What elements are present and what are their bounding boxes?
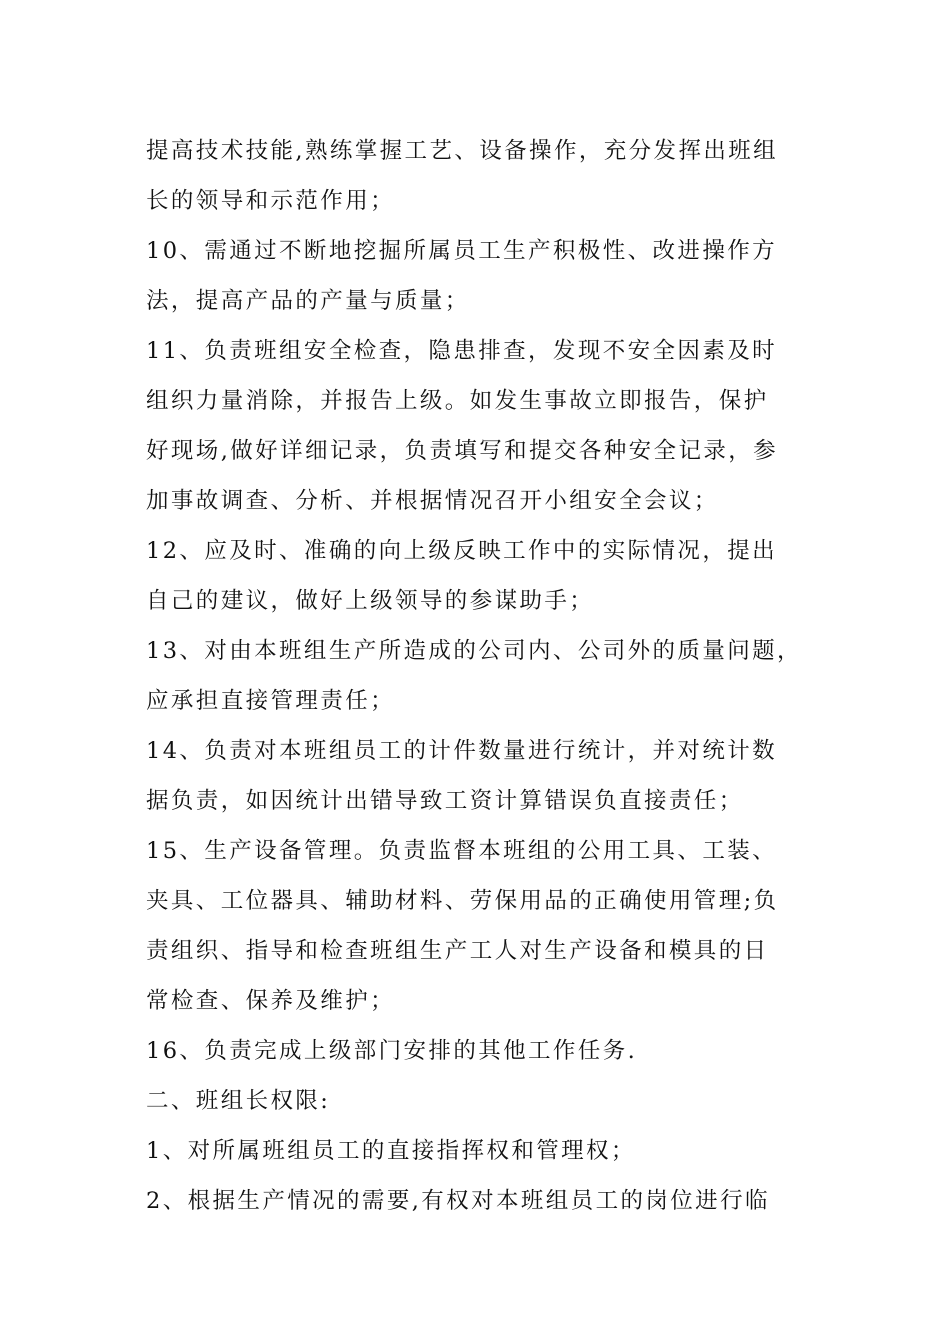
- section-heading: 二、班组长权限:: [146, 1088, 331, 1114]
- text-line: 组织力量消除，并报告上级。如发生事故立即报告，保护: [146, 388, 769, 414]
- document-body: [146, 126, 826, 1226]
- text-line: 15、生产设备管理。负责监督本班组的公用工具、工装、: [146, 838, 778, 864]
- text-line: 14、负责对本班组员工的计件数量进行统计，并对统计数: [146, 738, 778, 764]
- text-line: 11、负责班组安全检查，隐患排查，发现不安全因素及时: [146, 338, 778, 364]
- text-line: 据负责，如因统计出错导致工资计算错误负直接责任；: [146, 788, 744, 814]
- text-line: 责组织、指导和检查班组生产工人对生产设备和模具的日: [146, 938, 769, 964]
- text-line: 加事故调查、分析、并根据情况召开小组安全会议；: [146, 488, 719, 514]
- text-line: 夹具、工位器具、辅助材料、劳保用品的正确使用管理;负: [146, 888, 779, 914]
- text-line: 1、对所属班组员工的直接指挥权和管理权；: [146, 1138, 636, 1164]
- text-line: 好现场,做好详细记录，负责填写和提交各种安全记录，参: [146, 438, 779, 464]
- text-line: 提高技术技能,熟练掌握工艺、设备操作，充分发挥出班组: [146, 138, 779, 164]
- text-line: 13、对由本班组生产所造成的公司内、公司外的质量问题，: [146, 638, 802, 664]
- text-line: 10、需通过不断地挖掘所属员工生产积极性、改进操作方: [146, 238, 778, 264]
- text-line: 2、根据生产情况的需要,有权对本班组员工的岗位进行临: [146, 1188, 770, 1214]
- text-line: 16、负责完成上级部门安排的其他工作任务.: [146, 1038, 638, 1064]
- text-line: 长的领导和示范作用；: [146, 188, 396, 214]
- text-line: 常检查、保养及维护；: [146, 988, 396, 1014]
- text-line: 应承担直接管理责任；: [146, 688, 396, 714]
- text-line: 自己的建议，做好上级领导的参谋助手；: [146, 588, 595, 614]
- text-line: 法，提高产品的产量与质量；: [146, 288, 470, 314]
- text-line: 12、应及时、准确的向上级反映工作中的实际情况，提出: [146, 538, 778, 564]
